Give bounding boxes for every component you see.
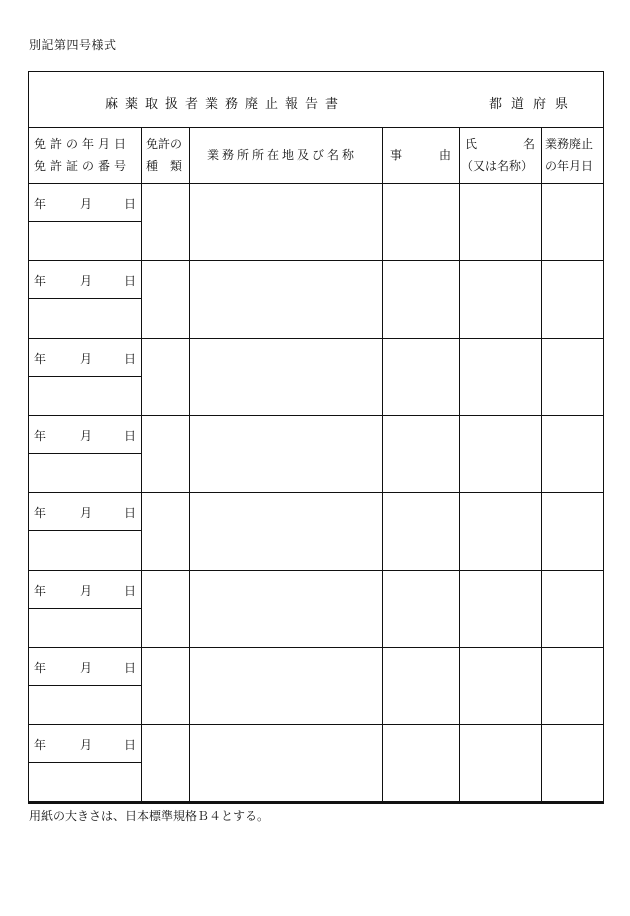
date-year-label: 年: [34, 197, 47, 211]
column-divider: [541, 127, 542, 801]
date-day-label: 日: [124, 660, 137, 675]
header-business-location: 業務所所在地及び名称: [207, 148, 358, 162]
report-form-table: [28, 71, 604, 804]
date-month-label: 月: [80, 506, 93, 521]
row-divider: [29, 260, 603, 261]
date-number-divider: [29, 376, 141, 377]
header-name-alt: （又は名称）: [461, 159, 534, 173]
row-divider: [29, 492, 603, 493]
date-year-label: 年: [34, 583, 47, 598]
column-divider: [382, 127, 383, 801]
date-year-label: 年: [34, 274, 47, 289]
form-title: 麻薬取扱者業務廃止報告書: [105, 97, 346, 112]
date-month-label: 月: [80, 428, 93, 443]
header-license-type-1: 免許の: [146, 137, 183, 151]
header-name-2: 名: [523, 137, 536, 151]
prefecture-label: 都道府県: [489, 97, 578, 112]
date-month-label: 月: [80, 660, 93, 675]
header-license-type-2: 種 類: [146, 159, 183, 173]
row-divider: [29, 647, 603, 648]
row-divider: [29, 570, 603, 571]
date-month-label: 月: [80, 351, 93, 366]
date-day-label: 日: [124, 274, 137, 289]
date-day-label: 日: [124, 583, 137, 598]
column-divider: [141, 127, 142, 801]
header-abolition-2: の年月日: [545, 159, 594, 173]
column-divider: [459, 127, 460, 801]
date-year-label: 年: [34, 738, 47, 753]
date-number-divider: [29, 453, 141, 454]
date-month-label: 月: [80, 583, 93, 598]
date-number-divider: [29, 685, 141, 686]
form-label: 別記第四号様式: [29, 38, 117, 52]
header-divider: [29, 183, 603, 184]
date-day-label: 日: [124, 506, 137, 521]
footnote: 用紙の大きさは、日本標準規格Ｂ４とする。: [29, 809, 270, 823]
header-abolition-1: 業務廃止: [545, 137, 594, 151]
date-number-divider: [29, 221, 141, 222]
date-day-label: 日: [124, 738, 137, 753]
date-month-label: 月: [80, 274, 93, 289]
date-number-divider: [29, 298, 141, 299]
header-name-1: 氏: [465, 137, 478, 151]
header-license-date: 免許の年月日: [34, 137, 131, 151]
column-divider: [189, 127, 190, 801]
date-day-label: 日: [124, 351, 137, 366]
title-row: [29, 72, 603, 128]
date-month-label: 月: [80, 738, 93, 753]
date-year-label: 年: [34, 351, 47, 366]
header-reason-1: 事: [390, 148, 403, 162]
date-month-label: 月: [80, 197, 93, 211]
header-reason-2: 由: [439, 148, 452, 162]
row-divider: [29, 724, 603, 725]
date-year-label: 年: [34, 428, 47, 443]
date-day-label: 日: [124, 197, 137, 211]
date-number-divider: [29, 608, 141, 609]
header-license-number: 免許証の番号: [34, 159, 131, 173]
date-number-divider: [29, 762, 141, 763]
date-year-label: 年: [34, 660, 47, 675]
date-number-divider: [29, 530, 141, 531]
date-day-label: 日: [124, 428, 137, 443]
row-divider: [29, 415, 603, 416]
date-year-label: 年: [34, 506, 47, 521]
row-divider: [29, 338, 603, 339]
